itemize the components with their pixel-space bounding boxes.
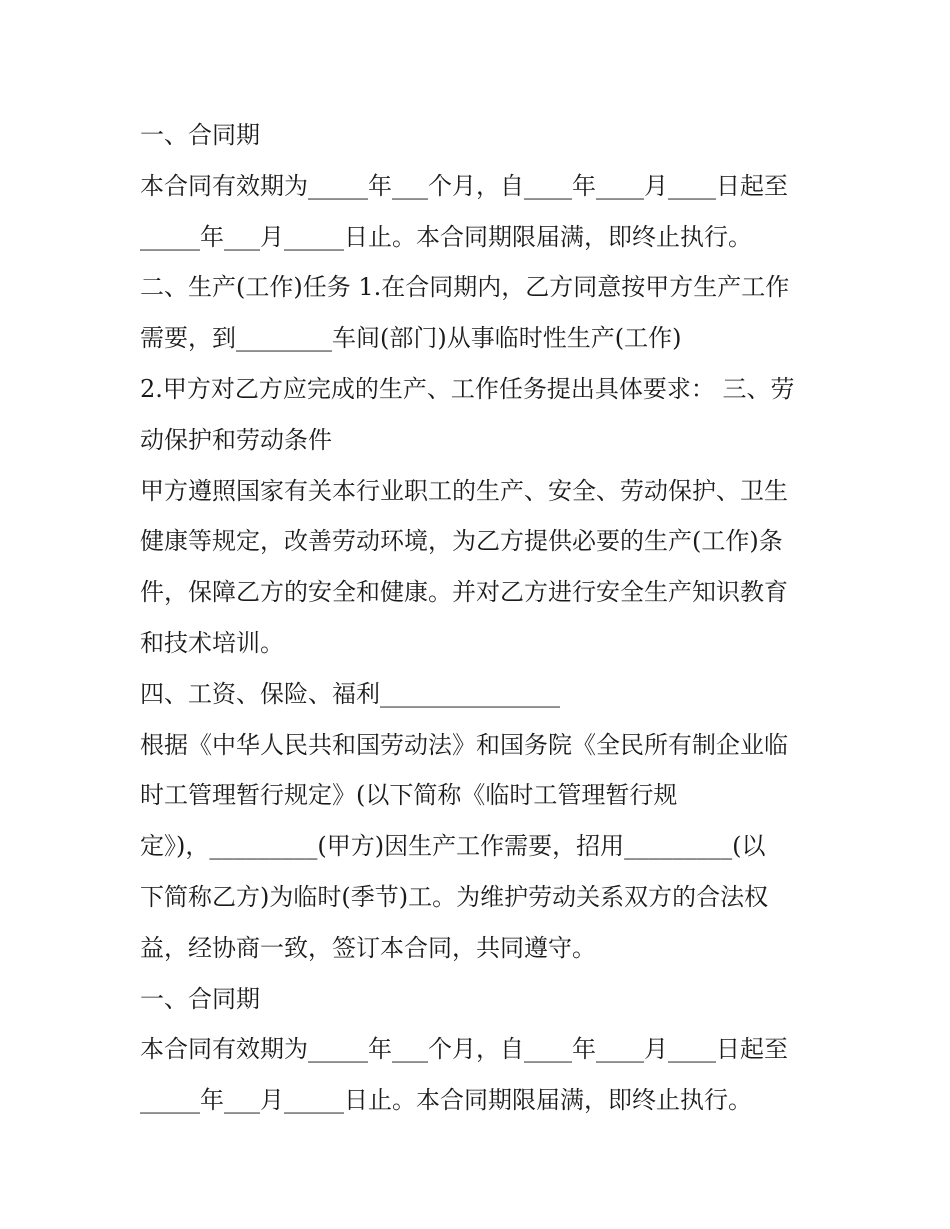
paragraph-line: 甲方遵照国家有关本行业职工的生产、安全、劳动保护、卫生 — [140, 476, 788, 505]
paragraph-line: 本合同有效期为_____年___个月，自____年____月____日起至 — [140, 1035, 788, 1064]
section-heading-production-task: 二、生产(工作)任务 1.在合同期内，乙方同意按甲方生产工作 — [140, 273, 790, 302]
paragraph-line: 件，保障乙方的安全和健康。并对乙方进行安全生产知识教育 — [140, 578, 788, 607]
paragraph-line: 时工管理暂行规定》(以下简称《临时工管理暂行规 — [140, 781, 678, 810]
paragraph-line: 本合同有效期为_____年___个月，自____年____月____日起至 — [140, 171, 788, 200]
paragraph-line: 需要，到________车间(部门)从事临时性生产(工作) — [140, 324, 682, 353]
paragraph-line: 益，经协商一致，签订本合同，共同遵守。 — [140, 933, 596, 962]
paragraph-line: 健康等规定，改善劳动环境，为乙方提供必要的生产(工作)条 — [140, 527, 783, 556]
paragraph-line: 和技术培训。 — [140, 628, 284, 657]
paragraph-line: 2.甲方对乙方应完成的生产、工作任务提出具体要求： 三、劳 — [140, 374, 795, 403]
section-heading-wages-insurance: 四、工资、保险、福利_______________ — [140, 679, 560, 708]
paragraph-line: 根据《中华人民共和国劳动法》和国务院《全民所有制企业临 — [140, 730, 788, 759]
paragraph-line: 定》)，_________(甲方)因生产工作需要，招用_________(以 — [140, 832, 766, 861]
contract-text — [140, 110, 820, 1126]
section-heading-labor-protection: 动保护和劳动条件 — [140, 425, 332, 454]
section-heading-contract-period: 一、合同期 — [140, 984, 260, 1013]
paragraph-line: _____年___月_____日止。本合同期限届满，即终止执行。 — [140, 1086, 752, 1115]
paragraph-line: _____年___月_____日止。本合同期限届满，即终止执行。 — [140, 222, 752, 251]
section-heading-contract-period: 一、合同期 — [140, 121, 260, 149]
paragraph-line: 下简称乙方)为临时(季节)工。为维护劳动关系双方的合法权 — [140, 882, 769, 911]
